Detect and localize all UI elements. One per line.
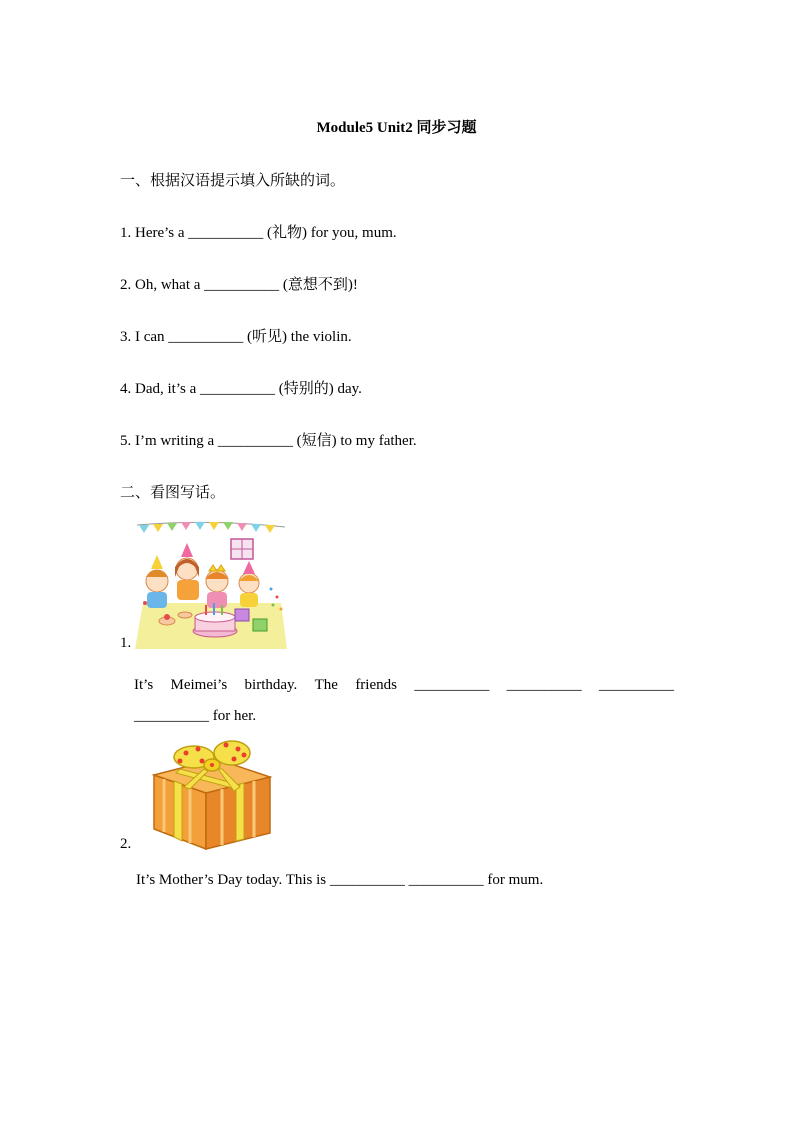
question-5: 5. I’m writing a __________ (短信) to my father. bbox=[120, 433, 417, 449]
word: friends bbox=[355, 677, 397, 693]
section-2-heading: 二、看图写话。 bbox=[120, 485, 226, 501]
question-4: 4. Dad, it’s a __________ (特别的) day. bbox=[120, 381, 362, 397]
word: The bbox=[314, 677, 338, 693]
blank: __________ bbox=[414, 677, 490, 693]
question-1: 1. Here’s a __________ (礼物) for you, mum. bbox=[120, 225, 397, 241]
page-title: Module5 Unit2 同步习题 bbox=[316, 120, 477, 136]
gift-box-illustration bbox=[150, 735, 274, 851]
picture-2-number: 2. bbox=[120, 836, 132, 852]
blank: __________ bbox=[506, 677, 582, 693]
word: Meimei’s bbox=[170, 677, 228, 693]
section-1-heading: 一、根据汉语提示填入所缺的词。 bbox=[120, 173, 346, 189]
picture-1-number: 1. bbox=[120, 635, 132, 651]
question-3: 3. I can __________ (听见) the violin. bbox=[120, 329, 352, 345]
word: birthday. bbox=[244, 677, 298, 693]
word: It’s bbox=[134, 677, 154, 693]
picture-1-sentence-line-1 bbox=[134, 677, 674, 694]
question-2: 2. Oh, what a __________ (意想不到)! bbox=[120, 277, 358, 293]
blank: __________ bbox=[599, 677, 674, 693]
birthday-party-illustration bbox=[135, 519, 287, 649]
picture-2-sentence: It’s Mother’s Day today. This is __________ __________ for mum. bbox=[136, 872, 544, 888]
picture-1-sentence-line-2: __________ for her. bbox=[134, 708, 257, 724]
